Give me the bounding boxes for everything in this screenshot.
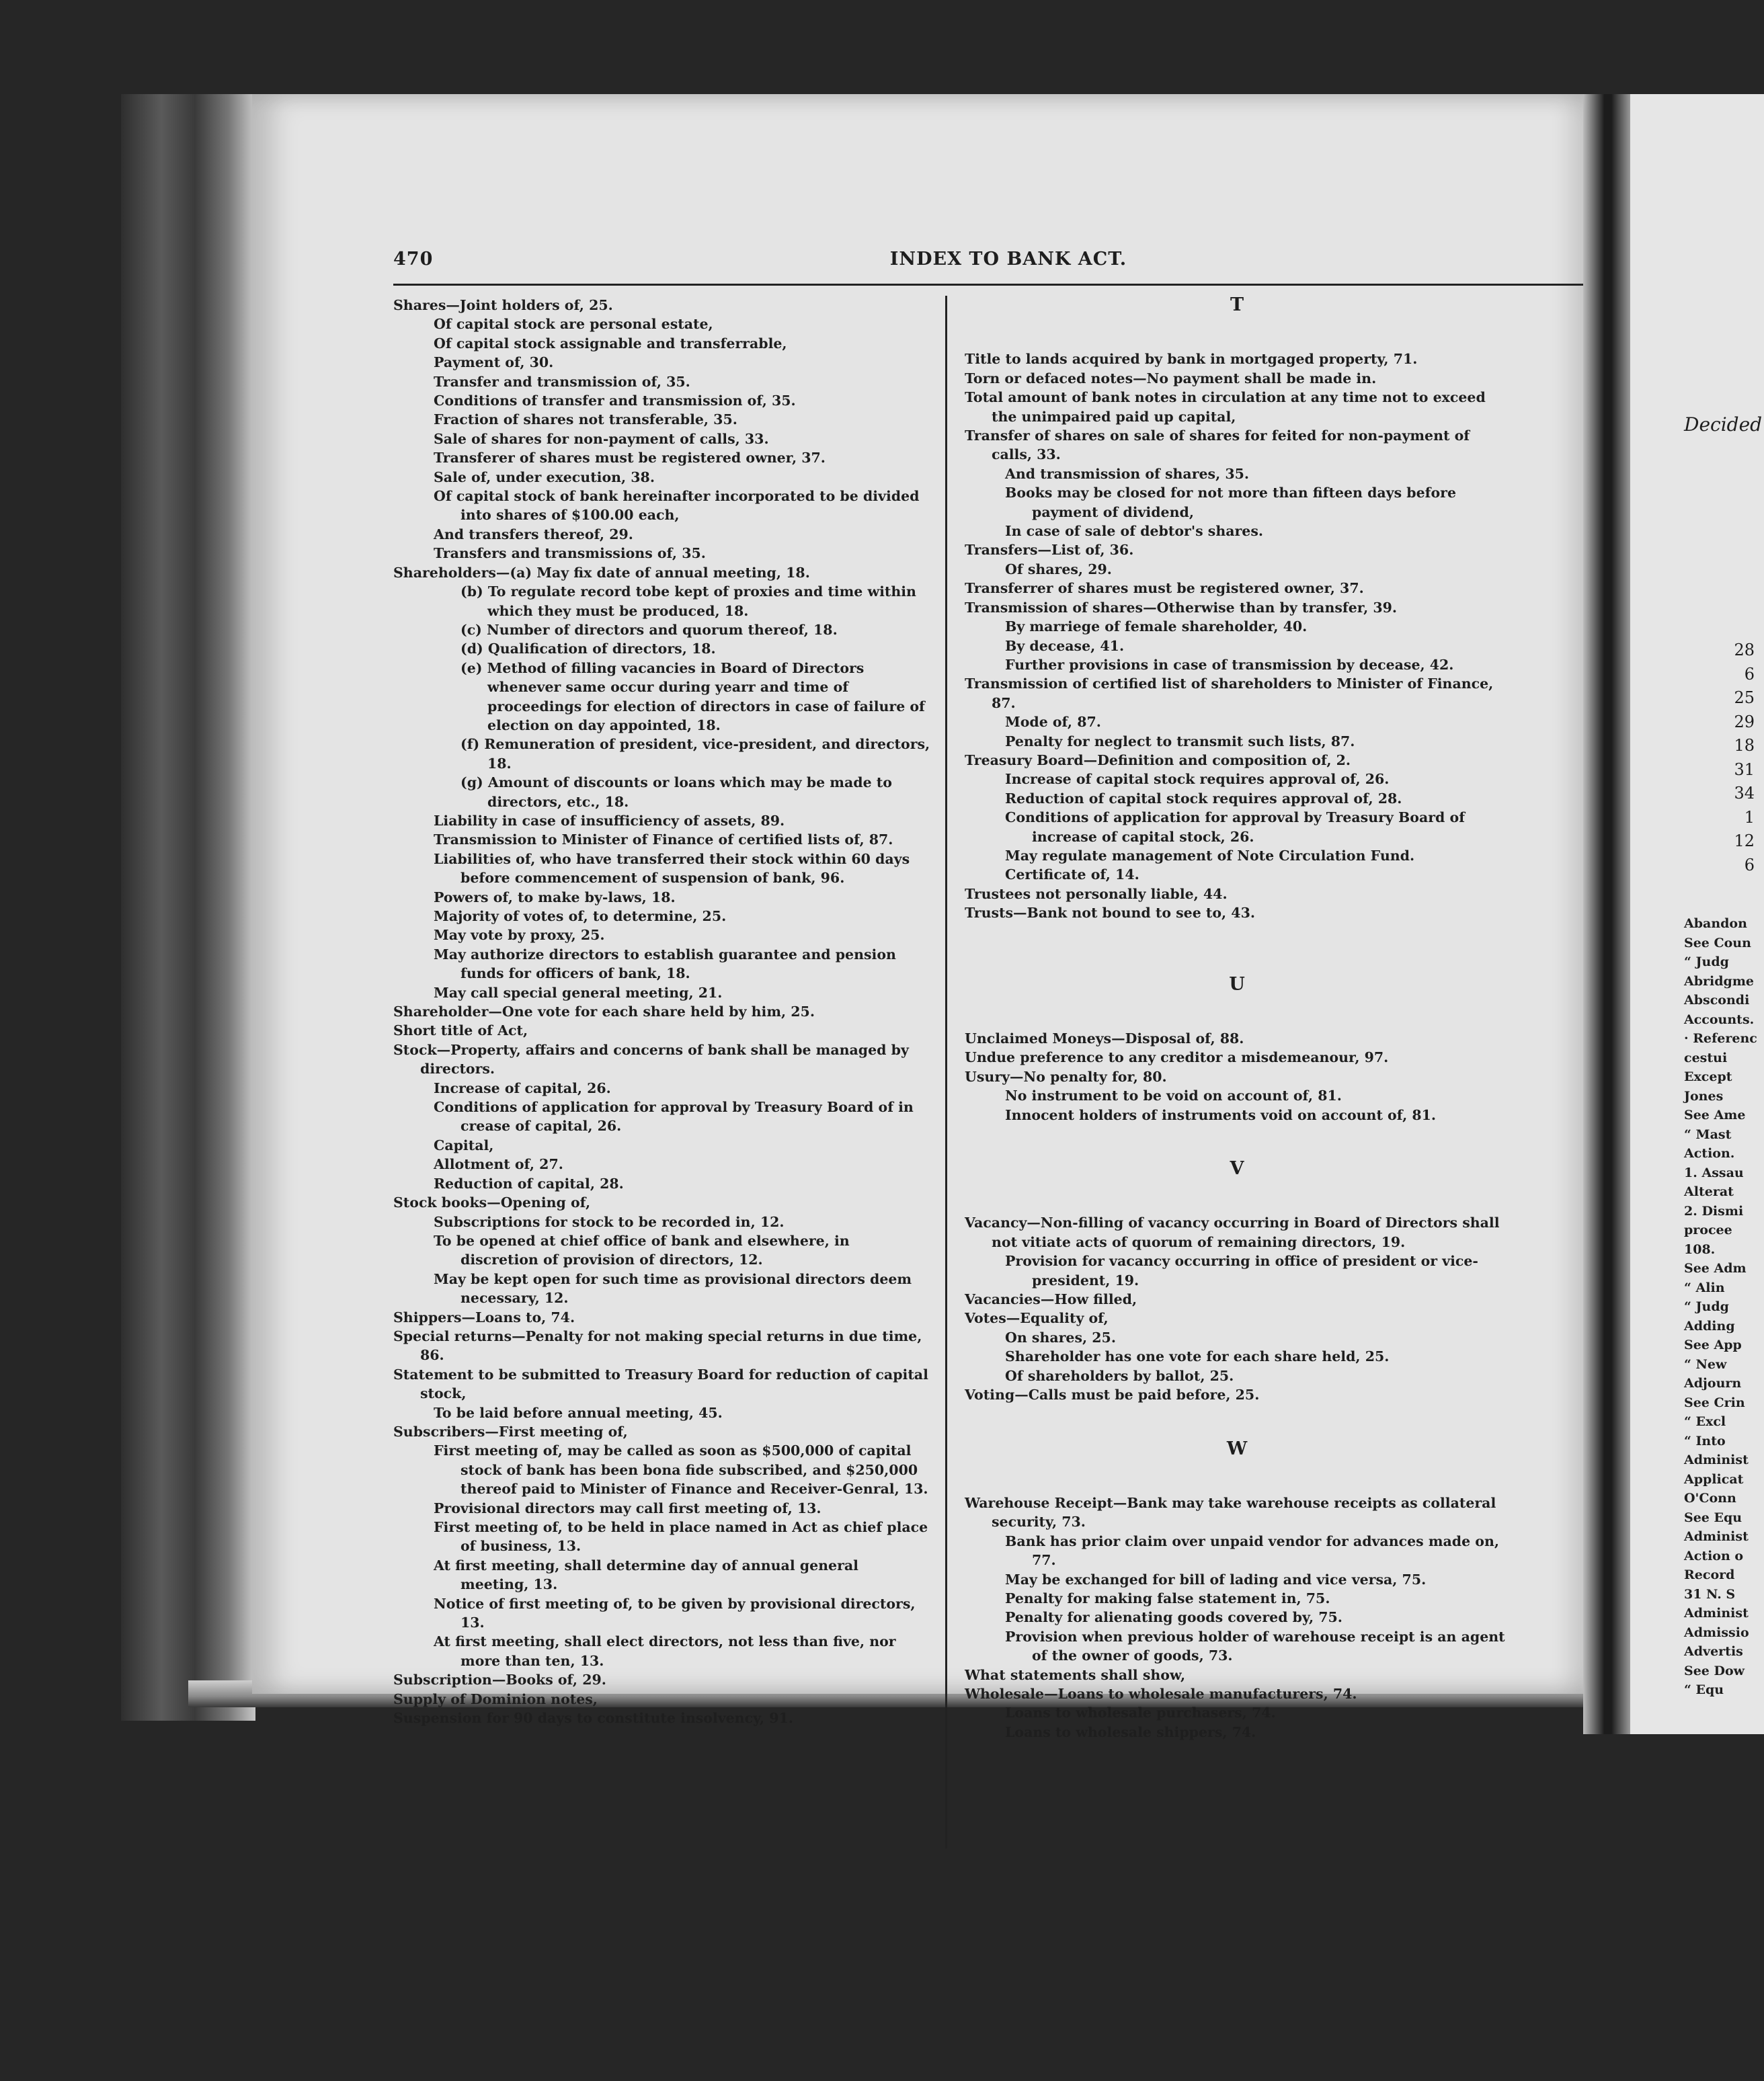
section-w-entries: [965, 1494, 1509, 1742]
facing-page-fragment: Administ: [1684, 1453, 1749, 1467]
index-entry: No instrument to be void on account of, 81.: [1005, 1088, 1342, 1104]
page-number: 470: [393, 249, 434, 270]
index-entry: Certificate of, 14.: [1005, 866, 1139, 883]
index-entry: Transferer of shares must be registered owner, 37.: [434, 450, 826, 466]
index-entry: Short title of Act,: [393, 1022, 528, 1039]
facing-page-fragment: Applicat: [1684, 1471, 1744, 1487]
book-gutter: [1583, 94, 1630, 1734]
facing-page-fragment: Administ: [1684, 1606, 1749, 1621]
index-entry: Majority of votes of, to determine, 25.: [434, 908, 727, 924]
book-page-edges: [121, 94, 255, 1721]
facing-page-fragment: cestui: [1684, 1050, 1728, 1065]
facing-page-decided: Decided: [1684, 413, 1763, 436]
section-heading-w: W: [1226, 1438, 1248, 1459]
index-entry: To be laid before annual meeting, 45.: [434, 1404, 723, 1421]
index-entry: Conditions of application for approval by Treasury Board of increase of capital stock, 26.: [1005, 809, 1466, 845]
index-entry: Transfers—List of, 36.: [965, 542, 1134, 559]
facing-page-fragment: Jones: [1684, 1088, 1724, 1104]
page-title: INDEX TO BANK ACT.: [889, 249, 1127, 270]
index-entry: Subscriptions for stock to be recorded in, 12.: [434, 1213, 785, 1230]
facing-page-fragment: Action.: [1684, 1146, 1735, 1161]
index-entry: Payment of, 30.: [434, 354, 554, 371]
index-entry: Subscription—Books of, 29.: [393, 1672, 606, 1688]
index-entry: By marriege of female shareholder, 40.: [1005, 618, 1308, 635]
index-entry: May vote by proxy, 25.: [434, 927, 605, 944]
index-entry: Increase of capital stock requires approval of, 26.: [1005, 771, 1390, 788]
index-entry: Mode of, 87.: [1005, 714, 1101, 731]
index-entry: Of capital stock of bank hereinafter incorporated to be divided into shares of $100.00 each,: [434, 488, 920, 524]
facing-page-fragment: See Ame: [1684, 1108, 1746, 1123]
index-entry: Transferrer of shares must be registered owner, 37.: [965, 580, 1364, 597]
index-entry: And transfers thereof, 29.: [434, 526, 633, 542]
facing-page-fragment: Abandon: [1684, 916, 1747, 931]
facing-page-fragment: 1. Assau: [1684, 1165, 1744, 1180]
index-entry: Of capital stock assignable and transferrable,: [434, 335, 787, 352]
facing-page-fragment: See Coun: [1684, 935, 1751, 950]
index-entry: Vacancies—How filled,: [965, 1291, 1137, 1308]
index-entry: Provisional directors may call first meeting of, 13.: [434, 1500, 821, 1516]
facing-page-number: 29: [1734, 712, 1755, 731]
index-entry: Sale of, under execution, 38.: [434, 468, 655, 485]
facing-page-fragment: 108.: [1684, 1241, 1716, 1257]
index-entry: Liabilities of, who have transferred their stock within 60 days before commencement of suspension of bank, 96.: [434, 850, 910, 887]
index-entry: Shareholder has one vote for each share held, 25.: [1005, 1348, 1390, 1365]
facing-page-fragment: “ Alin: [1684, 1280, 1725, 1295]
facing-page-number: 34: [1734, 784, 1755, 803]
index-entry: Of shareholders by ballot, 25.: [1005, 1367, 1234, 1384]
index-entry: Voting—Calls must be paid before, 25.: [965, 1387, 1260, 1403]
index-entry: Shippers—Loans to, 74.: [393, 1309, 575, 1325]
index-entry: Warehouse Receipt—Bank may take warehouse receipts as collateral security, 73.: [965, 1494, 1496, 1531]
facing-page-fragment: Administ: [1684, 1529, 1749, 1544]
index-entry: May call special general meeting, 21.: [434, 984, 723, 1001]
index-entry: Vacancy—Non-filling of vacancy occurring in Board of Directors shall not vitiate acts of quorum of remaining directors, 19.: [965, 1215, 1500, 1250]
section-heading-t: T: [1230, 294, 1244, 315]
index-entry: Trustees not personally liable, 44.: [965, 885, 1228, 902]
index-entry: Suspension for 90 days to constitute insolvency, 91.: [393, 1710, 793, 1727]
index-entry: Penalty for making false statement in, 75.: [1005, 1590, 1330, 1606]
index-entry: May be kept open for such time as provisional directors deem necessary, 12.: [434, 1270, 912, 1307]
index-entry: Books may be closed for not more than fifteen days before payment of dividend,: [1005, 485, 1456, 520]
index-entry: (b) To regulate record tobe kept of proxies and time within which they must be produced, 18.: [460, 583, 916, 619]
index-entry: Stock books—Opening of,: [393, 1194, 591, 1211]
index-entry: Undue preference to any creditor a misdemeanour, 97.: [965, 1049, 1389, 1066]
index-entry: Allotment of, 27.: [434, 1156, 563, 1173]
column-divider: [945, 296, 947, 1848]
index-entry: Shares—Joint holders of, 25.: [393, 297, 613, 313]
facing-page-number: 12: [1734, 831, 1755, 850]
facing-page-number: 28: [1734, 641, 1755, 659]
index-entry: What statements shall show,: [965, 1666, 1186, 1683]
index-entry: Liability in case of insufficiency of assets, 89.: [434, 812, 785, 829]
index-entry: May be exchanged for bill of lading and vice versa, 75.: [1005, 1571, 1427, 1588]
facing-page-fragment: “ Equ: [1684, 1682, 1724, 1697]
facing-page-fragment: Accounts.: [1684, 1012, 1755, 1027]
section-heading-v: V: [1230, 1158, 1244, 1180]
facing-page-fragment: See Dow: [1684, 1663, 1745, 1678]
index-entry: Penalty for alienating goods covered by, 75.: [1005, 1609, 1342, 1626]
right-column: [965, 296, 1509, 1742]
facing-page-fragment: Action o: [1684, 1548, 1744, 1563]
index-entry: Shareholder—One vote for each share held by him, 25.: [393, 1004, 815, 1020]
index-entry: In case of sale of debtor's shares.: [1005, 523, 1264, 540]
index-entry: Of capital stock are personal estate,: [434, 316, 713, 333]
left-column: [393, 296, 931, 1727]
facing-page-fragment: “ Into: [1684, 1433, 1726, 1448]
facing-page-fragment: Except: [1684, 1069, 1732, 1084]
index-entry: Fraction of shares not transferable, 35.: [434, 411, 737, 428]
facing-page-number: 31: [1734, 760, 1755, 779]
facing-page-fragment: “ New: [1684, 1356, 1727, 1372]
index-entry: (f) Remuneration of president, vice-president, and directors, 18.: [460, 736, 930, 772]
index-entry: To be opened at chief office of bank and elsewhere, in discretion of provision of directors, 12.: [434, 1232, 850, 1268]
index-entry: Trusts—Bank not bound to see to, 43.: [965, 905, 1255, 922]
index-entry: Shareholders—(a) May fix date of annual meeting, 18.: [393, 564, 810, 581]
index-entry: First meeting of, to be held in place named in Act as chief place of business, 13.: [434, 1519, 928, 1555]
section-u-entries: [965, 1029, 1509, 1125]
index-entry: Provision for vacancy occurring in office of president or vice-president, 19.: [1005, 1253, 1478, 1289]
index-entry: Penalty for neglect to transmit such lists, 87.: [1005, 733, 1355, 749]
index-entry: Conditions of transfer and transmission of, 35.: [434, 393, 796, 409]
index-entry: Transfers and transmissions of, 35.: [434, 545, 706, 562]
index-entry: Provision when previous holder of warehouse receipt is an agent of the owner of goods, 73.: [1005, 1628, 1505, 1664]
index-entry: May authorize directors to establish guarantee and pension funds for officers of bank, 18.: [434, 946, 896, 982]
index-entry: (c) Number of directors and quorum thereof, 18.: [460, 621, 838, 638]
facing-page-fragment: Adding: [1684, 1318, 1735, 1334]
facing-page-fragment: Admissio: [1684, 1625, 1749, 1640]
index-entry: Sale of shares for non-payment of calls, 33.: [434, 430, 769, 447]
facing-page-fragment: 2. Dismi: [1684, 1203, 1744, 1219]
index-entry: Capital,: [434, 1137, 494, 1153]
index-entry: May regulate management of Note Circulation Fund.: [1005, 847, 1415, 864]
facing-page-number: 25: [1734, 688, 1755, 707]
index-entry: Usury—No penalty for, 80.: [965, 1068, 1167, 1085]
index-entry: Powers of, to make by-laws, 18.: [434, 889, 676, 905]
index-entry: At first meeting, shall determine day of annual general meeting, 13.: [434, 1557, 858, 1593]
facing-page-number: 6: [1744, 664, 1755, 684]
index-entry: Supply of Dominion notes,: [393, 1690, 598, 1707]
facing-page-fragment: · Referenc: [1684, 1031, 1757, 1046]
facing-page-numbers: [1724, 639, 1755, 877]
index-entry: Transmission of certified list of shareholders to Minister of Finance, 87.: [965, 676, 1494, 711]
facing-page-fragment: Abscondi: [1684, 993, 1750, 1008]
index-entry: Transfer and transmission of, 35.: [434, 373, 690, 390]
index-entry: First meeting of, may be called as soon as $500,000 of capital stock of bank has been bona fide subscribed, and $250,000 thereof paid to Minister of Finance and Receiver-Genral, 13.: [434, 1442, 928, 1498]
index-entry: Notice of first meeting of, to be given by provisional directors, 13.: [434, 1595, 916, 1631]
index-entry: On shares, 25.: [1005, 1329, 1116, 1346]
facing-page-fragment: Abridgme: [1684, 973, 1755, 989]
index-entry: Statement to be submitted to Treasury Board for reduction of capital stock,: [393, 1366, 928, 1402]
header-rule: [393, 284, 1623, 286]
facing-page-fragment: “ Mast: [1684, 1127, 1732, 1142]
index-entry: Transmission to Minister of Finance of certified lists of, 87.: [434, 831, 893, 848]
index-entry: (d) Qualification of directors, 18.: [460, 641, 716, 657]
index-entry: Votes—Equality of,: [965, 1310, 1109, 1327]
facing-page-fragment: See Crin: [1684, 1395, 1745, 1410]
index-entry: And transmission of shares, 35.: [1005, 465, 1250, 482]
index-entry: Conditions of application for approval by Treasury Board of in crease of capital, 26.: [434, 1099, 914, 1135]
index-entry: Stock—Property, affairs and concerns of bank shall be managed by directors.: [393, 1041, 909, 1077]
facing-page-fragment: See App: [1684, 1338, 1742, 1352]
index-entry: Innocent holders of instruments void on account of, 81.: [1005, 1106, 1437, 1123]
index-entry: Total amount of bank notes in circulation at any time not to exceed the unimpaired paid up capital,: [965, 389, 1486, 425]
index-entry: Loans to wholesale shippers, 74.: [1005, 1723, 1256, 1740]
index-entry: Loans to wholesale purchasers, 74.: [1005, 1705, 1276, 1721]
index-entry: Reduction of capital, 28.: [434, 1175, 624, 1192]
facing-page-fragment: Advertis: [1684, 1644, 1743, 1659]
index-entry: Transmission of shares—Otherwise than by transfer, 39.: [965, 599, 1398, 616]
facing-page-fragment: procee: [1684, 1223, 1732, 1237]
facing-page-fragment: See Adm: [1684, 1261, 1747, 1276]
index-entry: Further provisions in case of transmission by decease, 42.: [1005, 656, 1454, 673]
index-entry: At first meeting, shall elect directors, not less than five, nor more than ten, 13.: [434, 1633, 896, 1669]
index-entry: (e) Method of filling vacancies in Board of Directors whenever same occur during yearr and time of proceedings for election of directors in case of failure of election on day appointed, 18.: [460, 659, 925, 733]
index-entry: Treasury Board—Definition and composition of, 2.: [965, 751, 1351, 768]
facing-page-fragment: Record: [1684, 1567, 1735, 1582]
index-entry: Subscribers—First meeting of,: [393, 1423, 628, 1440]
section-v-entries: [965, 1213, 1509, 1404]
index-entry: Of shares, 29.: [1005, 561, 1112, 577]
facing-page-number: 1: [1744, 807, 1755, 827]
index-entry: Bank has prior claim over unpaid vendor for advances made on, 77.: [1005, 1533, 1500, 1569]
index-entry: Increase of capital, 26.: [434, 1079, 611, 1096]
facing-page-fragment: 31 N. S: [1684, 1586, 1736, 1602]
facing-page-fragment: “ Judg: [1684, 1299, 1729, 1314]
index-entry: Transfer of shares on sale of shares for feited for non-payment of calls, 33.: [965, 427, 1470, 463]
index-entry: By decease, 41.: [1005, 637, 1125, 654]
section-t-entries: [965, 350, 1509, 922]
facing-page-fragment: O'Conn: [1684, 1491, 1736, 1506]
facing-page-number: 18: [1734, 736, 1755, 755]
index-entry: (g) Amount of discounts or loans which may be made to directors, etc., 18.: [460, 774, 892, 810]
facing-page-number: 6: [1744, 855, 1755, 874]
index-entry: Torn or defaced notes—No payment shall be made in.: [965, 370, 1377, 386]
index-entry: Wholesale—Loans to wholesale manufacturers, 74.: [965, 1685, 1357, 1702]
facing-page-fragments: [1684, 914, 1757, 1700]
section-heading-u: U: [1229, 973, 1245, 995]
page-header: [393, 249, 1623, 282]
facing-page-fragment: “ Judg: [1684, 954, 1729, 969]
facing-page-fragment: “ Excl: [1684, 1414, 1726, 1429]
facing-page-fragment: Alterat: [1684, 1184, 1734, 1199]
facing-page-fragment: See Equ: [1684, 1510, 1742, 1525]
index-entry: Unclaimed Moneys—Disposal of, 88.: [965, 1030, 1244, 1047]
left-page: [252, 94, 1583, 1740]
facing-page-fragment: Adjourn: [1684, 1376, 1742, 1391]
index-entry: Special returns—Penalty for not making special returns in due time, 86.: [393, 1328, 922, 1364]
index-entry: Reduction of capital stock requires approval of, 28.: [1005, 790, 1402, 807]
index-entry: Title to lands acquired by bank in mortgaged property, 71.: [965, 351, 1418, 368]
